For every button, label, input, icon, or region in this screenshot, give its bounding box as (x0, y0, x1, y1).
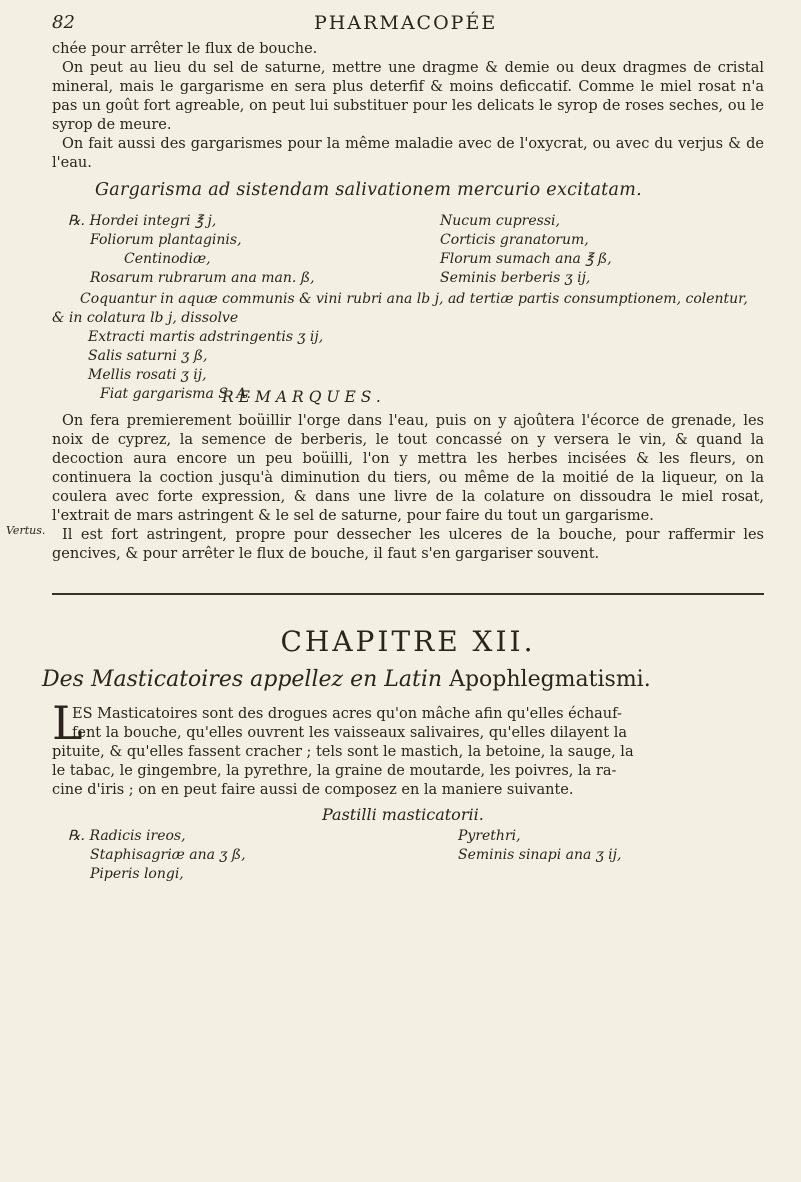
ingredient-list-right (440, 212, 612, 288)
paragraph: On fera premierement boüillir l'orge dans l'eau, puis on y ajoûtera l'écorce de grenade, les noix de cyprez, la semence de berberis, le tout concassé on y versera le vin, & quand la decoction aura encore un peu boüilli, l'on y mettra les herbes incisées & les fleurs, on continuera la coction jusqu'à diminution du tiers, ou même de la moitié de la liqueur, on la coulera avec forte expression, & dans une livre de la colature on dissoudra le miel rosat, l'extrait de mars astringent & le sel de saturne, pour faire du tout un gargarisme. (52, 413, 764, 524)
ingredient: Centinodiæ, (124, 251, 211, 267)
chapter-heading: CHAPITRE XII. (280, 625, 536, 658)
text-line: pituite, & qu'elles fassent cracher ; tels sont le mastich, la betoine, la sauge, la (52, 744, 634, 760)
paragraph: On fait aussi des gargarismes pour la même maladie avec de l'oxycrat, ou avec du verjus & de l'eau. (52, 136, 764, 171)
ingredient: Pyrethri, (458, 828, 521, 844)
ingredient: Seminis berberis ʒ ij, (440, 270, 591, 286)
ingredient: Seminis sinapi ana ʒ ij, (458, 847, 622, 863)
ingredient-list-right (458, 827, 621, 865)
drop-cap: L (52, 696, 83, 750)
section-heading: REMARQUES. (222, 388, 386, 406)
ingredient: Corticis granatorum, (440, 232, 589, 248)
ingredient: ℞. Radicis ireos, (68, 828, 186, 844)
paragraph: Il est fort astringent, propre pour dessecher les ulceres de la bouche, pour raffermir les gencives, & pour arrêter le flux de bouche, il faut s'en gargariser souvent. (52, 527, 764, 562)
page-header-title: PHARMACOPÉE (314, 12, 498, 34)
text-line: cine d'iris ; on en peut faire aussi de composez en la maniere suivante. (52, 782, 574, 798)
ingredient-list-left (68, 212, 315, 288)
recipe-title: Gargarisma ad sistendam salivationem mercurio excitatam. (95, 180, 642, 200)
ingredient: Florum sumach ana ℥ ß, (440, 251, 612, 267)
text-line: le tabac, le gingembre, la pyrethre, la graine de moutarde, les poivres, la ra- (52, 763, 617, 779)
ingredient: ℞. Hordei integri ℥ j, (68, 213, 217, 229)
recipe-instructions (52, 290, 772, 404)
ingredient: Piperis longi, (90, 866, 184, 882)
paragraph: On peut au lieu du sel de saturne, mettre une dragme & demie ou deux dragmes de cristal mineral, mais le gargarisme en sera plus deterfif & moins deficcatif. Comme le miel rosat n'a pas un goût fort agreable, on peut lui substituer pour les delicats le syrop de roses seches, ou le syrop de meure. (52, 60, 764, 133)
chapter-text (52, 705, 764, 800)
chapter-subtitle (42, 667, 782, 692)
page-number: 82 (52, 12, 75, 33)
ingredient: Mellis rosati ʒ ij, (88, 367, 207, 383)
running-head (44, 8, 684, 38)
ingredient: Staphisagriæ ana ʒ ß, (90, 847, 246, 863)
ingredient: Nucum cupressi, (440, 213, 560, 229)
horizontal-rule (52, 593, 764, 595)
margin-note: Vertus. (6, 524, 46, 537)
text-line: ES Masticatoires sont des drogues acres qu'on mâche afin qu'elles échauf- (72, 706, 622, 722)
instruction-text: Coquantur in aquæ communis & vini rubri ana lb j, ad tertiæ partis consumptionem, colentur, & in colatura lb j, dissolve (52, 291, 748, 326)
ingredient: Salis saturni ʒ ß, (88, 348, 208, 364)
recipe-closing: Fiat gargarisma S. A. (100, 386, 251, 402)
remarques-text (52, 412, 764, 564)
ingredient-list-left (68, 827, 246, 884)
ingredient: Foliorum plantaginis, (90, 232, 242, 248)
chapter-subtitle-italic: Des Masticatoires appellez en Latin (42, 667, 443, 692)
chapter-subtitle-roman: Apophlegmatismi. (449, 667, 651, 692)
paragraph: chée pour arrêter le flux de bouche. (52, 41, 318, 57)
text-line: fent la bouche, qu'elles ouvrent les vaisseaux salivaires, qu'elles dilayent la (72, 725, 627, 741)
ingredient: Extracti martis adstringentis ʒ ij, (88, 329, 324, 345)
intro-text (52, 40, 764, 173)
ingredient: Rosarum rubrarum ana man. ß, (90, 270, 315, 286)
recipe-title: Pastilli masticatorii. (322, 805, 484, 824)
